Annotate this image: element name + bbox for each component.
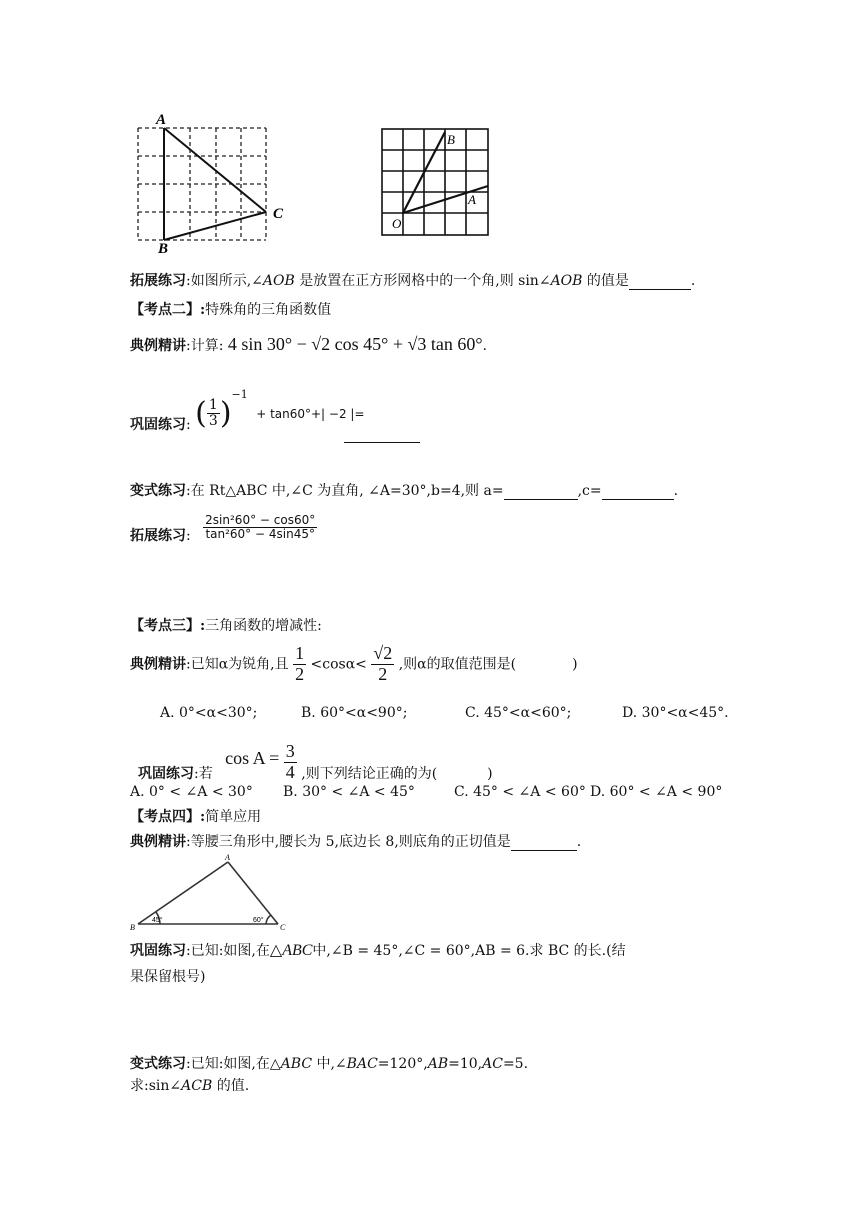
exercise-text: 中,∠ — [312, 1056, 347, 1072]
exercise-text: : — [186, 527, 191, 544]
option-d: D. 60° < ∠A < 90° — [590, 784, 723, 800]
answer-blank — [344, 432, 420, 443]
angle-name: AOB — [262, 273, 295, 289]
label-a: A — [156, 112, 167, 128]
label-o: O — [392, 216, 402, 231]
option-a: A. 0°<α<30°; — [160, 705, 258, 721]
fraction — [371, 644, 394, 685]
key-point-text: 三角函数的增减性: — [205, 618, 322, 634]
label-c: C — [280, 923, 286, 932]
exercise-text: =5. — [502, 1056, 529, 1072]
key-point-title: 【考点三】: — [130, 618, 206, 634]
exercise-consolidate-2 — [138, 736, 493, 783]
exercise-text: . — [673, 483, 679, 499]
exercise-text: :若 — [194, 766, 213, 783]
label-b: B — [447, 132, 455, 147]
fraction-numerator: √2 — [373, 643, 393, 663]
option-b: B. 60°<α<90°; — [301, 705, 408, 721]
key-point-text: 简单应用 — [205, 809, 262, 825]
option-c: C. 45° < ∠A < 60° — [454, 784, 586, 800]
exercise-text: <cosα< — [310, 656, 367, 673]
exercise-text-line2: 果保留根号) — [130, 969, 206, 985]
exercise-text: 求:sin∠ — [130, 1078, 182, 1094]
exercise-text: ,则下列结论正确的为( — [301, 766, 438, 783]
exercise-text: :已知α为锐角,且 — [186, 656, 289, 673]
angle-name: AOB — [550, 273, 583, 289]
exercise-text: ) — [487, 766, 493, 783]
angle-name: ACB — [181, 1078, 213, 1094]
fraction-denominator: 3 — [208, 413, 218, 429]
exercise-label: 巩固练习 — [130, 943, 186, 959]
answer-blank — [629, 275, 691, 290]
exercise-consolidate-1: 巩固练习: ( $\frac{1}{3}$ )$^{-1}$ + tan60°+| −2 |= — [130, 387, 365, 433]
figure-triangle-abc — [128, 850, 298, 934]
exercise-consolidate-3 — [130, 940, 626, 960]
exercise-text: 是放置在正方形网格中的一个角,则 sin∠ — [294, 273, 551, 289]
exercise-text: =10, — [448, 1056, 483, 1072]
exercise-variant-1 — [130, 480, 678, 500]
fraction — [207, 398, 220, 430]
exercise-label: 典例精讲 — [130, 834, 186, 850]
exercise-label: 典例精讲 — [130, 338, 186, 354]
exercise-text: 的值. — [212, 1078, 250, 1094]
fraction-numerator: 3 — [285, 741, 295, 761]
exercise-extension-1 — [130, 270, 695, 290]
exercise-text: + tan60°+| −2 |= — [256, 406, 365, 421]
fraction-numerator: 1 — [208, 396, 218, 413]
figure-angle-grid — [374, 124, 496, 240]
exercise-text: ,则α的取值范围是( — [398, 656, 517, 673]
exercise-label: 变式练习 — [130, 1056, 186, 1072]
key-point-text: 特殊角的三角函数值 — [205, 302, 332, 318]
example-isosceles — [130, 831, 581, 851]
example-range — [130, 644, 578, 685]
exercise-text: :已知:如图,在 — [186, 943, 270, 959]
fraction — [203, 514, 317, 541]
figure-triangle-grid — [128, 108, 298, 253]
exercise-text: =120°, — [377, 1056, 428, 1072]
fraction-numerator: 1 — [295, 643, 305, 663]
option-c: C. 45°<α<60°; — [465, 705, 572, 721]
fraction-denominator: tan²60° − 4sin45° — [205, 527, 315, 542]
triangle-name: ABC — [280, 1056, 313, 1072]
exercise-text: :已知:如图,在△ — [186, 1056, 281, 1072]
option-a: A. 0° < ∠A < 30° — [130, 784, 253, 800]
key-point-2 — [130, 299, 331, 319]
angle-name: BAC — [346, 1056, 378, 1072]
side-name: AB — [427, 1056, 449, 1072]
exercise-text: ) — [572, 656, 578, 673]
answer-blank — [504, 485, 578, 500]
math-expression: cos A = — [225, 748, 280, 769]
exercise-extension-2 — [130, 513, 317, 544]
option-d: D. 30°<α<45°. — [622, 705, 729, 721]
exponent: −1 — [231, 387, 248, 401]
fraction-denominator: 2 — [378, 663, 388, 684]
side-name: AC — [482, 1056, 503, 1072]
exercise-text: :等腰三角形中,腰长为 5,底边长 8,则底角的正切值是 — [186, 834, 511, 850]
answer-blank — [511, 836, 577, 851]
exercise-label: 典例精讲 — [130, 656, 186, 673]
fraction — [284, 742, 297, 783]
fraction-numerator: 2sin²60° − cos60° — [205, 513, 316, 527]
exercise-label: 变式练习 — [130, 483, 186, 499]
exercise-text: . — [690, 273, 696, 289]
exercise-text: 中,∠B = 45°,∠C = 60°,AB = 6.求 BC 的长.(结 — [312, 943, 626, 959]
fraction-denominator: 4 — [285, 761, 295, 782]
exercise-text: . — [482, 338, 487, 354]
key-point-title: 【考点二】: — [130, 302, 206, 318]
label-a: A — [225, 853, 230, 862]
math-expression: 4 sin 30° − √2 cos 45° + √3 tan 60° — [227, 334, 483, 354]
example-calc — [130, 334, 487, 355]
label-c: C — [273, 206, 284, 222]
exercise-text: :计算: — [186, 338, 224, 354]
exercise-text: ,c= — [577, 483, 602, 499]
exercise-label: 巩固练习 — [138, 766, 194, 783]
exercise-variant-2 — [130, 1053, 528, 1073]
exercise-label: 巩固练习 — [130, 417, 186, 433]
key-point-3 — [130, 615, 322, 635]
angle-c-label: 60° — [253, 917, 264, 924]
label-a: A — [468, 192, 476, 207]
fraction — [293, 644, 306, 685]
exercise-label: 拓展练习 — [130, 527, 186, 544]
exercise-question-line2 — [130, 1075, 249, 1095]
label-b: B — [158, 241, 169, 253]
exercise-text: :如图所示,∠ — [186, 273, 263, 289]
exercise-label: 拓展练习 — [130, 273, 186, 289]
key-point-title: 【考点四】: — [130, 809, 206, 825]
option-b: B. 30° < ∠A < 45° — [283, 784, 415, 800]
exercise-text: :在 Rt△ABC 中,∠C 为直角, ∠A=30°,b=4,则 a= — [186, 483, 504, 499]
angle-b-label: 45° — [152, 917, 163, 924]
exercise-text: : — [186, 417, 191, 433]
triangle-name: △ABC — [269, 942, 313, 959]
label-b: B — [130, 923, 135, 932]
fraction-denominator: 2 — [295, 663, 305, 684]
exercise-text: 的值是 — [582, 273, 629, 289]
key-point-4 — [130, 806, 261, 826]
answer-blank — [602, 485, 674, 500]
exercise-text: . — [576, 834, 582, 850]
